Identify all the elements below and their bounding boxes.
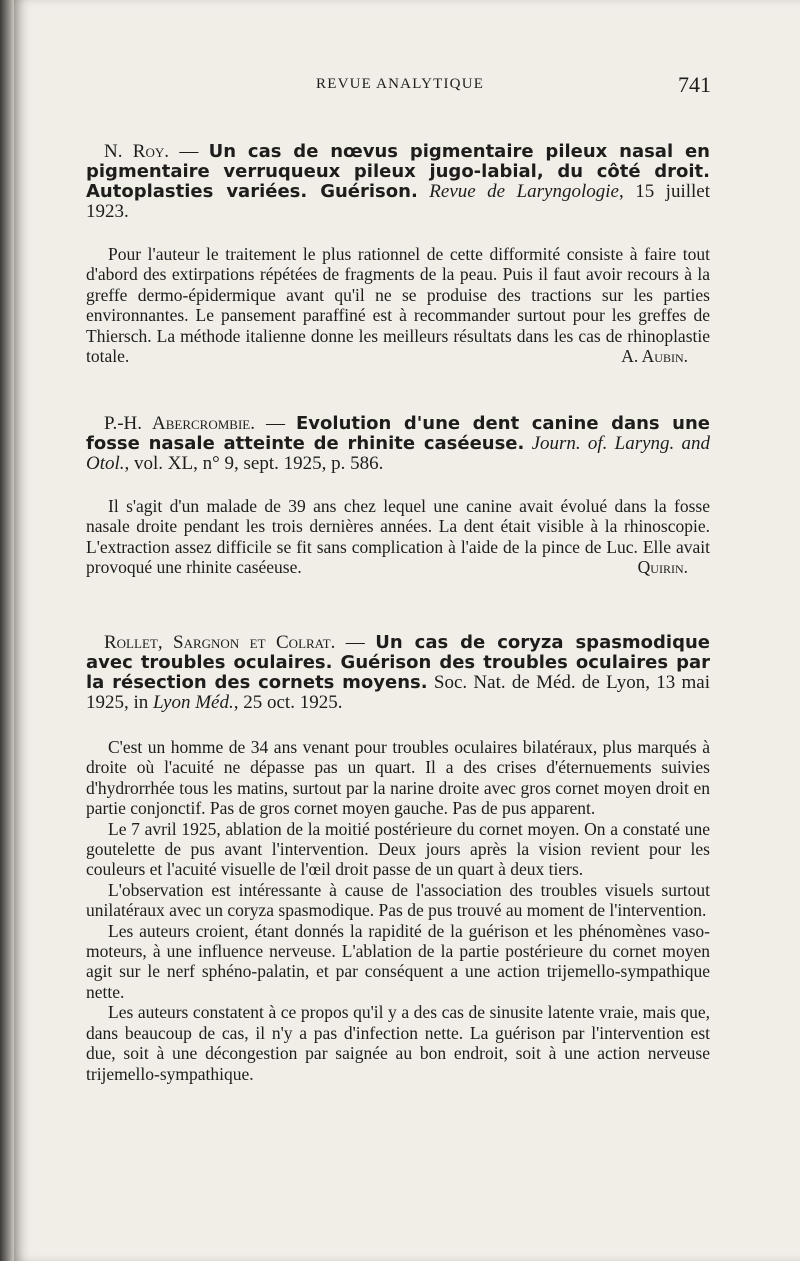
journal-name: Journ. of. Laryng. and Otol. — [86, 433, 711, 474]
reviewer-signature: Quirin. — [637, 557, 688, 578]
page-number: 741 — [678, 72, 711, 97]
heading-dash: — — [169, 141, 209, 162]
article-heading — [86, 142, 710, 222]
citation-details: , 15 juillet 1923. — [86, 181, 711, 222]
heading-dash: — — [335, 632, 376, 653]
article-heading — [86, 633, 710, 713]
journal-name: Revue de Laryngologie — [429, 181, 619, 202]
body-paragraph: Le 7 avril 1925, ablation de la moitié postérieure du cornet moyen. On a constaté une goutelette de pus avant l'intervention. Deux jours après la vision revient pour les couleurs et l'acuité visuelle de l'œil droit passe de un quart à deux tiers. — [86, 818, 710, 880]
article-body — [86, 244, 710, 366]
abstract-roy — [86, 142, 710, 366]
body-paragraph: Les auteurs croient, étant donnés la rapidité de la guérison et les phénomènes vaso-moteurs, à une influence nerveuse. L'ablation de la partie postérieure du cornet moyen agit sur le nerf sphéno-palatin, et par conséquent a une action trijemello-sympathique nette. — [86, 920, 710, 1002]
citation-prefix: Soc. Nat. de Méd. de Lyon, 13 mai 1925, in — [86, 672, 710, 713]
citation-details: , 25 oct. 1925. — [233, 692, 343, 713]
paragraph-text: Il s'agit d'un malade de 39 ans chez lequel une canine avait évolué dans la fosse nasale droite pendant les trois dernières années. La dent était visible à la rhinoscopie. L'extraction assez difficile se fit sans complication à l'aide de la pince de Luc. Elle avait provoqué une rhinite caséeuse. — [86, 496, 710, 578]
journal-page — [14, 0, 800, 1261]
abstract-abercrombie — [86, 414, 710, 578]
reviewer-signature: A. Aubin. — [621, 346, 688, 367]
body-paragraph: Les auteurs constatent à ce propos qu'il y a des cas de sinusite latente vraie, mais que, dans beaucoup de cas, il n'y a pas d'infection nette. La guérison par l'intervention est due, soit à une décongestion par saignée au bon endroit, soit à une action nerveuse trijemello-sympathique. — [86, 1002, 710, 1084]
page-header — [14, 72, 800, 100]
abstract-rollet-sargnon-colrat — [86, 633, 710, 1084]
article-authors: Rollet, Sargnon et Colrat. — [104, 632, 336, 653]
article-body — [86, 496, 710, 578]
body-paragraph: L'observation est intéressante à cause de l'association des troubles visuels surtout unilatéraux avec un coryza spasmodique. Pas de pus trouvé au moment de l'intervention. — [86, 879, 710, 921]
article-title: Un cas de coryza spasmodique avec troubles oculaires. Guérison des troubles oculaires par la résection des cornets moyens. — [86, 632, 711, 693]
body-paragraph: C'est un homme de 34 ans venant pour troubles oculaires bilatéraux, plus marqués à droite où l'acuité ne dépasse pas un quart. Il a des crises d'éternuements suivies d'hydrorrhée tous les matins, surtout par la narine droite avec gros cornet moyen droit en partie conjonctif. Pas de gros cornet moyen gauche. Pas de pus apparent. — [86, 737, 710, 819]
journal-name: Lyon Méd. — [153, 692, 234, 713]
running-title: REVUE ANALYTIQUE — [316, 76, 485, 92]
heading-dash: — — [254, 413, 297, 434]
article-heading — [86, 414, 710, 474]
article-title: Evolution d'une dent canine dans une fosse nasale atteinte de rhinite caséeuse. — [86, 413, 710, 454]
body-paragraph — [86, 244, 710, 366]
article-title: Un cas de nœvus pigmentaire pileux nasal en pigmentaire verruqueux pileux jugo-labial, du côté droit. Autoplasties variées. Guérison. — [86, 141, 710, 202]
article-authors: P.-H. Abercrombie. — [104, 413, 255, 434]
paragraph-text: Pour l'auteur le traitement le plus rationnel de cette difformité consiste à faire tout d'abord des extirpations répétées de fragments de la peau. Puis il faut avoir recours à la greffe dermo-épidermique avant qu'il ne se produise des tractions sur les parties environnantes. Le pansement paraffiné est à recommander surtout pour les greffes de Thiersch. La méthode italienne donne les meilleurs résultats dans les cas de rhinoplastie totale. — [86, 244, 710, 367]
citation-details: , vol. XL, n° 9, sept. 1925, p. 586. — [124, 453, 384, 474]
book-binding-shadow — [0, 0, 14, 1261]
article-body — [86, 737, 710, 1084]
body-paragraph — [86, 496, 710, 578]
article-authors: N. Roy. — [104, 141, 169, 162]
